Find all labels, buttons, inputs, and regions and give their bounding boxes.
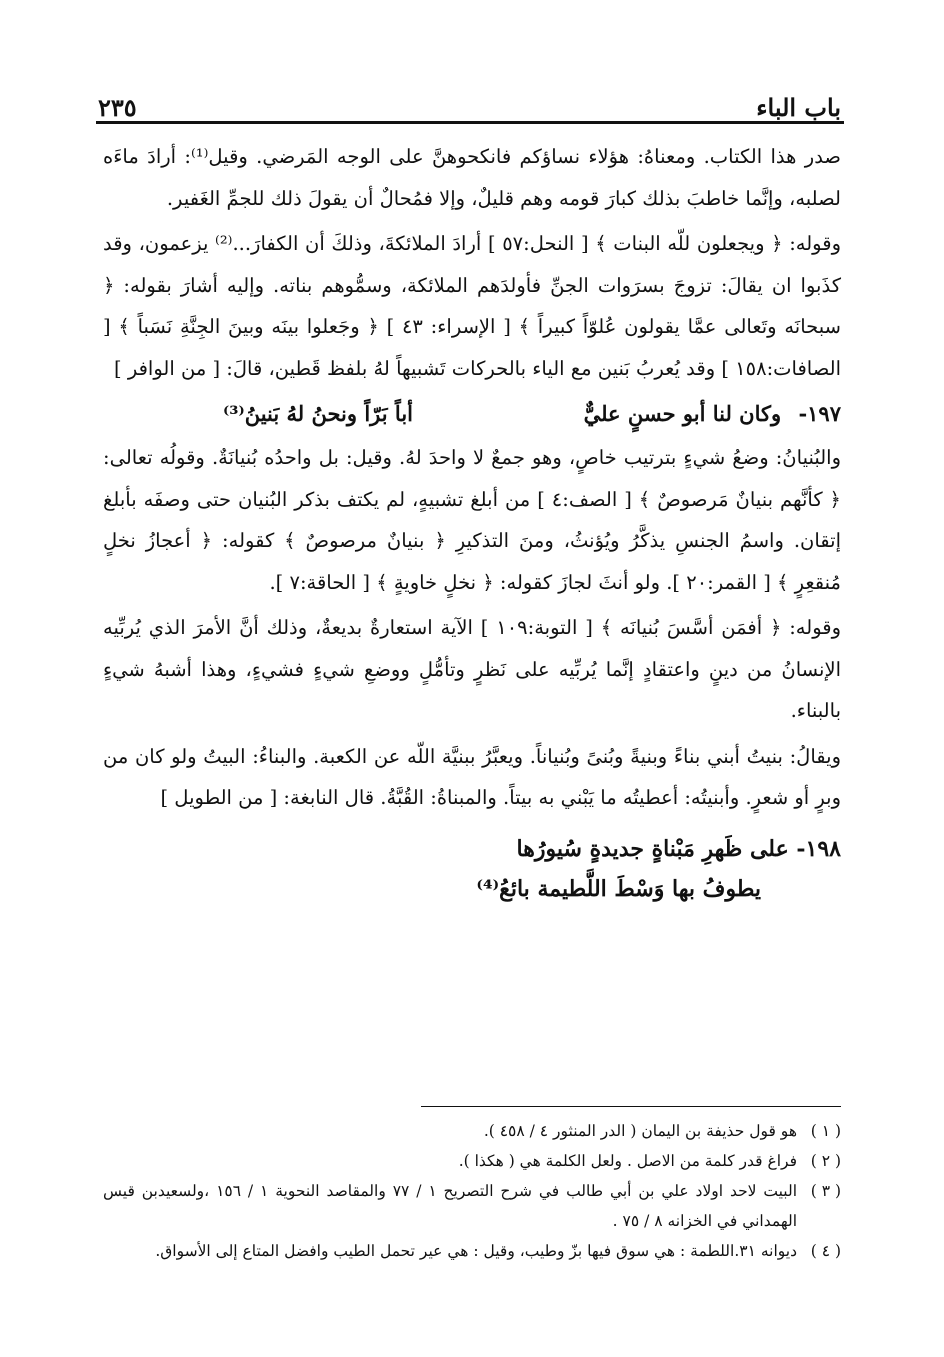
verse-198 [103, 829, 841, 909]
verse-first-hemistich: وكان لنا أبو حسنٍ عليٌّ [583, 401, 782, 426]
footnote [103, 1236, 841, 1266]
footnote-rule [421, 1106, 841, 1107]
footnote [103, 1116, 841, 1146]
footnote-text: البيت لاحد اولاد علي بن أبي طالب في شرح التصريح ١ / ٧٧ والمقاصد النحوية ١ / ١٥٦ ،ولسعيدبن قيس الهمداني في الخزانه ٨ / ٧٥ . [103, 1182, 797, 1230]
verse-number: ١٩٨- [796, 835, 841, 862]
footnotes [103, 1116, 841, 1266]
footnote-mark: ( ٣ ) [810, 1182, 841, 1200]
paragraph: وقوله: ﴿ أفمَن أسَّسَ بُنيانَه ﴾ [ التوبة:١٠٩ ] الآية استعارةٌ بديعةٌ، وذلك أنَّ الأمرَ الذي يُربِّيه الإنسانُ من دينٍ واعتقادٍ إنَّما يُربِّيه على نَظرٍ وتأمُّلٍ ووضعِ شيءٍ فشيءٍ، وهذا أشبهُ شيءٍ بالبناء. [103, 616, 842, 722]
page-number: ٢٣٥ [98, 93, 137, 122]
footnote-text: هو قول حذيفة بن اليمان ( الدر المنثور ٤ / ٤٥٨ ). [483, 1122, 797, 1140]
main-text [103, 136, 841, 909]
verse-197 [103, 393, 841, 435]
page-header [98, 82, 841, 122]
footnote-text: فراغ قدر كلمة من الاصل . ولعل الكلمة هي ( هكذا ). [458, 1152, 797, 1170]
verse-number: ١٩٧- [798, 401, 841, 426]
paragraph: ويقالُ: بنيتُ أبني بناءً وبنيةً وبُنىً وبُنياناً. ويعبَّرُ ببنيَّة اللّه عن الكعبة. والبناءُ: البيتُ ولو كان من وبرٍ أو شعرٍ. وأبنيتُه: أعطيتُه ما يَبْني به بيتاً. والمبناةُ: القُبَّةُ. قال النابغة: [ من الطويل ] [103, 744, 841, 809]
chapter-title: باب الباء [756, 93, 841, 122]
verse-second-hemistich: يطوفُ بها وَسْطَ اللَّطيمة بائعُ⁽⁴⁾ [476, 875, 761, 902]
footnote [103, 1146, 841, 1176]
paragraph: والبُنيانُ: وضعُ شيءٍ بترتيب خاصٍ، وهو جمعٌ لا واحدَ لهُ. وقيل: بل واحدُه بُنيانَةٌ. وقولُه تعالى: ﴿ كأنَّهم بنيانٌ مَرصوصٌ ﴾ [ الصف:٤ ] من أبلغ تشبيهٍ، لم يكتف بذكر البُنيان حتى وصفَه بأبلغ إتقان. واسمُ الجنسِ يذكَّرُ ويُؤنثُ، ومنَ التذكيرِ ﴿ بنيانٌ مرصوصٌ ﴾ كقوله: ﴿ أعجازُ نخلٍ مُنقعِرٍ ﴾ [ القمر:٢٠ ]. ولو أنثَ لجازَ كقوله: ﴿ نخلٍ خاويةٍ ﴾ [ الحاقة:٧ ]. [103, 446, 841, 594]
verse-first-hemistich: على ظَهرِ مَبْناةٍ جديدةٍ سُيورُها [516, 835, 789, 862]
paragraph: وقوله: ﴿ ويجعلون للّه البنات ﴾ [ النحل:٥٧ ] أرادَ الملائكةَ، وذلكَ أن الكفارَ...⁽²⁾ يزعمون، وقد كذَبوا ان يقالَ: تزوجَ بسرَوات الجنِّ فأولدَهم الملائكة، وسمُّوهم بناته. وإليه أشارَ بقوله: ﴿ سبحانَه وتَعالى عمَّا يقولون عُلوّاً كبيراً ﴾ [ الإسراء: ٤٣ ] ﴿ وجَعلوا بينَه وبينَ الجِنَّةِ نَسَباً ﴾ [ الصافات:١٥٨ ] وقد يُعربُ بَنين مع الياء بالحركات تَشبيهاً لهُ بلفظ قَطين، قالَ: [ من الوافر ] [103, 232, 841, 380]
verse-second-hemistich: أباً بَرّاً ونحنُ لهُ بَنينُ⁽³⁾ [223, 401, 414, 426]
paragraph: صدر هذا الكتاب. ومعناهُ: هؤلاء نساؤكم فانكحوهنَّ على الوجه المَرضي. وقيل⁽¹⁾: أرادَ ماءَه لصلبه، وإنَّما خاطبَ بذلك كبارَ قومه وهم قليلٌ، وإلا فمُحالٌ أن يقولَ ذلك للجمِّ الغَفير. [103, 145, 841, 210]
footnote-mark: ( ١ ) [810, 1122, 841, 1140]
footnote-mark: ( ٤ ) [810, 1242, 841, 1260]
header-rule [96, 121, 844, 124]
footnote [103, 1176, 841, 1236]
footnote-mark: ( ٢ ) [810, 1152, 841, 1170]
footnote-text: ديوانه ٣١.اللطمة : هي سوق فيها بزّ وطيب، وقيل : هي عير تحمل الطيب وافضل المتاع إلى الأسواق. [155, 1242, 797, 1260]
